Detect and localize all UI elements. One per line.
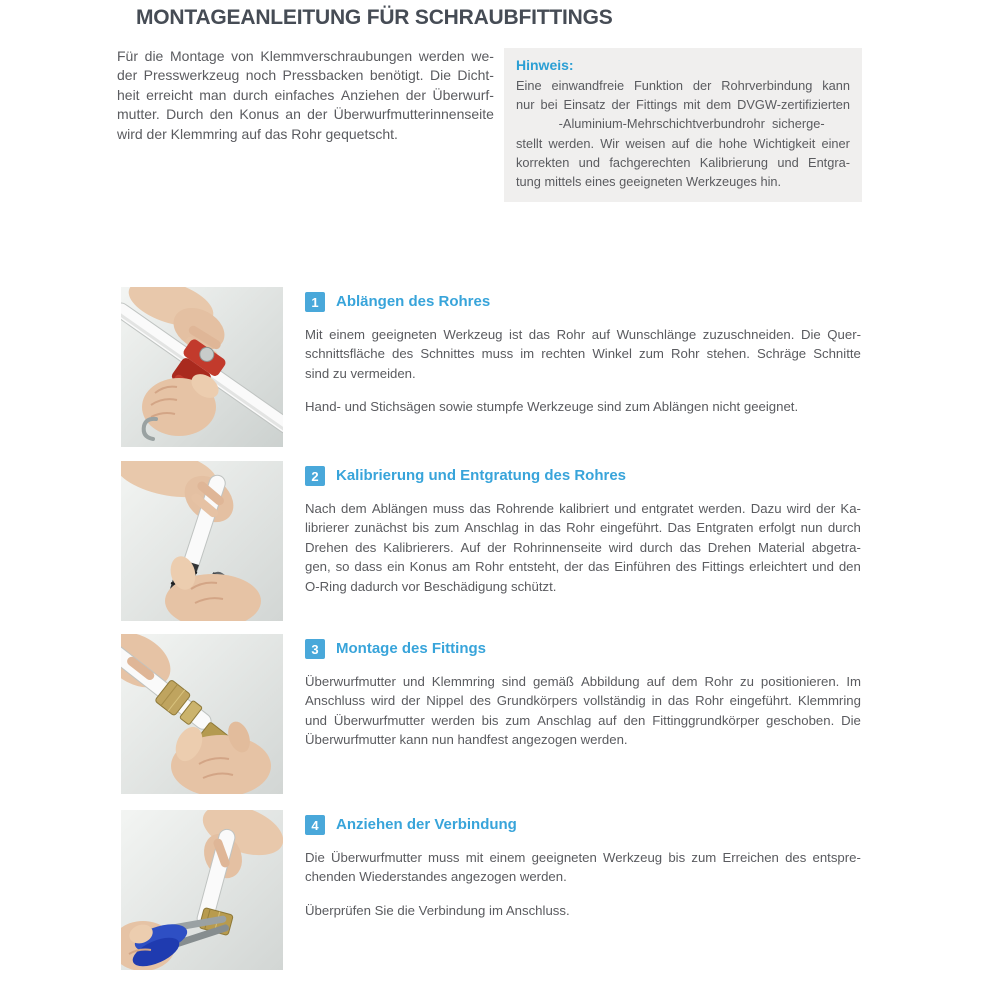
step-3-number-badge: 3: [305, 639, 325, 659]
step-1-paragraph-1: Mit einem geeigneten Werkzeug ist das Rohr auf Wunschlänge zuzuschneiden. Die Quer- schnittsfläche des Schnittes muss im rechten Winkel zum Rohr stehen. Schräge Schnitte sind zu vermeiden.: [305, 327, 861, 381]
fitting-assembly-illustration: [121, 634, 283, 794]
page-title: MONTAGEANLEITUNG FÜR SCHRAUBFITTINGS: [136, 6, 613, 29]
pipe-calibration-illustration: [121, 461, 283, 621]
step-4-body: [305, 848, 861, 920]
step-4-paragraph-2: Überprüfen Sie die Verbindung im Anschluss.: [305, 902, 570, 918]
note-label: Hinweis:: [516, 57, 574, 73]
step-4-number-badge: 4: [305, 815, 325, 835]
pipe-cutting-photo: [121, 287, 283, 447]
intro-paragraph: Für die Montage von Klemmverschraubungen werden we- der Presswerkzeug noch Pressbacken benötigt. Die Dicht- heit erreicht man durch einfaches Anziehen der Überwurf- mutter. Durch den Konus an der Überwurfmutterinnenseite wird der Klemmring auf das Rohr gequetscht.: [117, 48, 494, 142]
step-2-body: [305, 499, 861, 596]
step-3-body: [305, 672, 861, 750]
connection-tightening-illustration: [121, 810, 283, 970]
step-1-section: [0, 287, 1000, 452]
pipe-calibration-photo: [121, 461, 283, 621]
pipe-cutting-illustration: [121, 287, 283, 447]
step-4-paragraph-1: Die Überwurfmutter muss mit einem geeigneten Werkzeug bis zum Erreichen des entspre- chenden Wiederstandes angezogen werden.: [305, 850, 861, 885]
step-3-title: Montage des Fittings: [336, 640, 486, 657]
step-1-title: Ablängen des Rohres: [336, 293, 491, 310]
step-1-number-badge: 1: [305, 292, 325, 312]
step-4-title: Anziehen der Verbindung: [336, 816, 517, 833]
step-4-section: [0, 810, 1000, 975]
note-text: Eine einwandfreie Funktion der Rohrverbindung kann nur bei Einsatz der Fittings mit dem DVGW-zertifizierten -Aluminium-Mehrschichtverbundrohr sicherge- stellt werden. Wir weisen auf die hohe Wichtigkeit einer korrekten und fachgerechten Kalibrierung und Entgra- tung mittels eines geeigneten Werkzeuges hin.: [516, 78, 850, 189]
step-2-number-badge: 2: [305, 466, 325, 486]
step-2-title: Kalibrierung und Entgratung des Rohres: [336, 467, 627, 484]
note-box: [504, 48, 862, 202]
step-3-section: [0, 634, 1000, 799]
step-1-body: [305, 325, 861, 417]
fitting-assembly-photo: [121, 634, 283, 794]
step-3-paragraph-1: Überwurfmutter und Klemmring sind gemäß Abbildung auf dem Rohr zu positionieren. Im Anschluss wird der Nippel des Grundkörpers vollständig in das Rohr eingeführt. Klemmring und Überwurfmutter werden bis zum Anschlag auf den Fittinggrundkörper geschoben. Die Überwurfmutter kann nun handfest angezogen werden.: [305, 674, 861, 748]
step-1-paragraph-2: Hand- und Stichsägen sowie stumpfe Werkzeuge sind zum Ablängen nicht geeignet.: [305, 399, 799, 415]
step-2-section: [0, 461, 1000, 626]
connection-tightening-photo: [121, 810, 283, 970]
step-2-paragraph-1: Nach dem Ablängen muss das Rohrende kalibriert und entgratet werden. Dazu wird der Ka- librierer zunächst bis zum Anschlag in das Rohr eingeführt. Das Entgraten erfolgt nun durch Drehen des Kalibrierers. Auf der Rohrinnenseite wird durch das Drehen Material abgetra- gen, so dass ein Konus am Rohr entsteht, der das Einführen des Fittings erleichtert und den O-Ring dadurch vor Beschädigung schützt.: [305, 501, 861, 594]
